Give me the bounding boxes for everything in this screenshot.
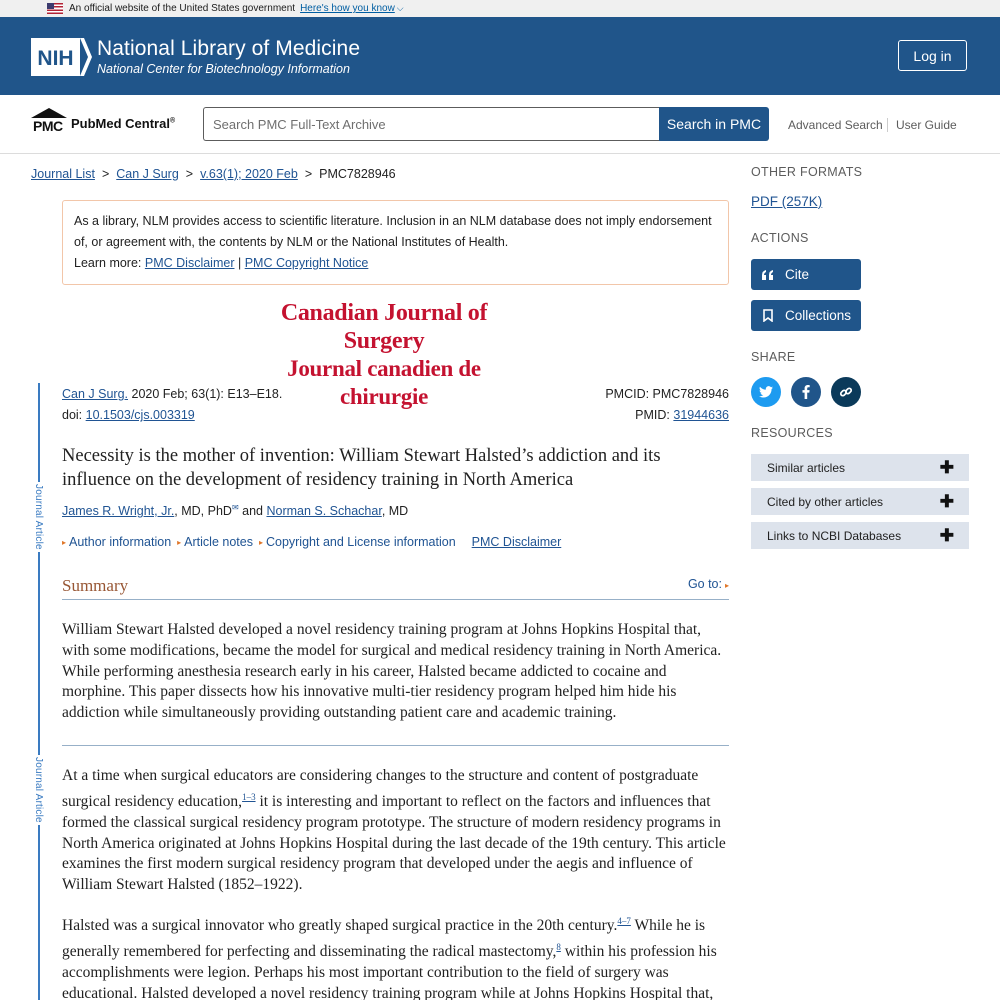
triangle-right-icon: ▸: [177, 537, 182, 547]
journal-article-side-label: Journal Article: [33, 757, 44, 823]
ncbi-subtitle: National Center for Biotechnology Information: [97, 62, 350, 76]
plus-icon[interactable]: ✚: [939, 492, 954, 511]
copyright-license-toggle[interactable]: Copyright and License information: [265, 535, 456, 549]
chevron-down-icon[interactable]: ⌵: [396, 3, 404, 13]
journal-banner-logo[interactable]: [254, 299, 514, 411]
learn-more-label: Learn more:: [74, 256, 142, 270]
doi-link[interactable]: 10.1503/cjs.003319: [85, 408, 195, 422]
summary-section-header: [62, 576, 729, 600]
disclaimer-text: As a library, NLM provides access to scientific literature. Inclusion in an NLM database does not imply endorsement of, or agreement with, the contents by NLM or the National Institutes of Health.: [74, 214, 712, 249]
journal-article-side-label: Journal Article: [33, 484, 44, 550]
pmc-logo-icon: [31, 108, 67, 136]
nlm-title[interactable]: National Library of Medicine: [97, 37, 361, 60]
collections-button[interactable]: [751, 300, 861, 331]
pmid-link[interactable]: 31944636: [673, 408, 729, 422]
breadcrumb-issue[interactable]: v.63(1); 2020 Feb: [200, 167, 298, 181]
paragraph-text: At a time when surgical educators are considering changes to the structure and content of postgraduate surgical residency education,: [62, 767, 699, 810]
citation-info: [62, 384, 282, 426]
plus-icon[interactable]: ✚: [939, 526, 954, 545]
breadcrumb-separator: >: [304, 167, 313, 181]
body-paragraph: [62, 766, 729, 896]
author-degrees: , MD: [381, 504, 409, 519]
other-formats-heading: OTHER FORMATS: [751, 165, 863, 179]
article-side-rule: [38, 383, 40, 1000]
nih-logo-text: NIH: [37, 47, 74, 70]
paragraph-text: While he is generally remembered for perfecting and disseminating the radical mastectomy,: [62, 917, 706, 961]
triangle-right-icon: ▸: [62, 537, 67, 547]
body-paragraph: [62, 911, 729, 1000]
article-notes-toggle[interactable]: Article notes: [184, 535, 253, 549]
gov-banner: [0, 0, 1000, 17]
pmc-logo-name: PubMed Central: [71, 116, 170, 131]
author-information-toggle[interactable]: Author information: [69, 535, 172, 549]
search-input[interactable]: [203, 107, 660, 141]
breadcrumb-journal[interactable]: Can J Surg: [116, 167, 179, 181]
pmcid: PMCID: PMC7828946: [605, 387, 729, 401]
copy-link-share-button[interactable]: [831, 377, 861, 407]
pmid-label: PMID:: [635, 408, 674, 422]
registered-mark: ®: [169, 117, 176, 125]
login-button[interactable]: Log in: [898, 40, 967, 71]
journal-banner-line1: Canadian Journal of Surgery: [280, 300, 488, 354]
paragraph-text: within his profession his accomplishments were legion. Perhaps his most important contribution to the field of surgery was educational. Halsted developed a novel residency training program while at Johns Hopkins Hospital that,: [62, 943, 717, 1000]
bookmark-icon: [761, 309, 775, 322]
article-meta-links: [62, 535, 561, 549]
twitter-share-button[interactable]: [751, 377, 781, 407]
link-icon: [839, 385, 853, 399]
nih-logo-icon[interactable]: [31, 38, 92, 76]
cite-label[interactable]: Cite: [785, 267, 810, 282]
citation-details: 2020 Feb; 63(1): E13–E18.: [128, 387, 283, 401]
heres-how-you-know-link[interactable]: Here's how you know: [300, 3, 395, 14]
share-heading: SHARE: [751, 350, 796, 364]
author-link[interactable]: Norman S. Schachar: [266, 504, 382, 519]
article-title: Necessity is the mother of invention: William Stewart Halsted’s addiction and its influence on the development of residency training in North America: [62, 446, 661, 490]
pmc-copyright-notice-link[interactable]: PMC Copyright Notice: [244, 256, 369, 270]
header-divider: [887, 118, 888, 132]
reference-link[interactable]: 4–7: [617, 916, 631, 926]
actions-heading: ACTIONS: [751, 231, 809, 245]
pmc-logo-letters: PMC: [33, 118, 63, 134]
paragraph-text: it is interesting and important to reflect on the factors and influences that formed the classical surgical residency program prototype. The structure of modern residency programs in North America originated at Johns Hopkins Hospital during the last decade of the 19th century. This article examines the first modern surgical residency program that developed under the aegis and influence of William Stewart Halsted (1852–1922).: [62, 792, 726, 894]
cited-by-toggle[interactable]: [751, 488, 969, 515]
doi-label: doi:: [62, 408, 86, 422]
nih-header: [0, 17, 1000, 95]
journal-link[interactable]: Can J Surg.: [62, 387, 129, 401]
breadcrumb-current: PMC7828946: [319, 167, 396, 181]
search-button[interactable]: Search in PMC: [659, 107, 769, 141]
cite-button[interactable]: [751, 259, 861, 290]
similar-articles-toggle[interactable]: [751, 454, 969, 481]
gov-banner-text: An official website of the United States government: [69, 3, 296, 14]
breadcrumb: [31, 167, 396, 181]
paragraph-text: Halsted was a surgical innovator who greatly shaped surgical practice in the 20th century.: [62, 917, 618, 935]
section-divider: [62, 745, 729, 746]
pmc-disclaimer-link[interactable]: PMC Disclaimer: [471, 535, 562, 549]
resource-label[interactable]: Cited by other articles: [767, 494, 884, 509]
facebook-share-button[interactable]: [791, 377, 821, 407]
twitter-icon: [759, 386, 773, 398]
author-degrees: , MD, PhD: [174, 504, 232, 519]
collections-label[interactable]: Collections: [785, 308, 852, 323]
quote-icon: [761, 270, 775, 280]
author-link[interactable]: James R. Wright, Jr.: [62, 504, 175, 519]
reference-link[interactable]: 8: [556, 941, 561, 952]
author-list: [62, 503, 408, 518]
disclaimer-pipe: |: [237, 256, 242, 270]
us-flag-icon: [47, 3, 63, 14]
goto-label[interactable]: Go to:: [687, 577, 722, 591]
pmc-disclaimer-link[interactable]: PMC Disclaimer: [144, 256, 235, 270]
triangle-right-icon: ▸: [724, 581, 729, 590]
goto-menu[interactable]: [688, 577, 729, 591]
resources-heading: RESOURCES: [751, 426, 833, 440]
advanced-search-link[interactable]: Advanced Search: [788, 118, 883, 132]
email-icon[interactable]: ✉: [231, 503, 239, 512]
user-guide-link[interactable]: User Guide: [896, 118, 957, 132]
summary-heading: Summary: [62, 576, 129, 595]
resource-label[interactable]: Similar articles: [767, 460, 846, 475]
breadcrumb-journal-list[interactable]: Journal List: [31, 167, 95, 181]
breadcrumb-separator: >: [185, 167, 194, 181]
pdf-download-link[interactable]: PDF (257K): [751, 194, 823, 209]
resource-label[interactable]: Links to NCBI Databases: [767, 528, 902, 543]
triangle-right-icon: ▸: [258, 537, 263, 547]
author-conjunction: and: [238, 504, 267, 519]
breadcrumb-separator: >: [101, 167, 110, 181]
summary-paragraph: William Stewart Halsted developed a novel residency training program at Johns Hopkins Hospital that, with some modifications, became the model for surgical and medical residency training in North America. While performing anesthesia research early in his career, Halsted became addicted to cocaine and morphine. This paper dissects how his innovative multi-tier residency program helped him hide his addiction while simultaneously providing outstanding patient care and academic training.: [62, 621, 722, 722]
ncbi-links-toggle[interactable]: [751, 522, 969, 549]
journal-banner-line2: Journal canadien de chirurgie: [287, 356, 481, 409]
plus-icon[interactable]: ✚: [939, 458, 954, 477]
article-ids: [605, 384, 729, 426]
pmc-search-bar: [0, 95, 1000, 154]
library-disclaimer-box: [62, 200, 729, 285]
reference-link[interactable]: 1–3: [242, 791, 256, 802]
pmc-logo[interactable]: [31, 106, 175, 136]
facebook-icon: [802, 385, 810, 399]
